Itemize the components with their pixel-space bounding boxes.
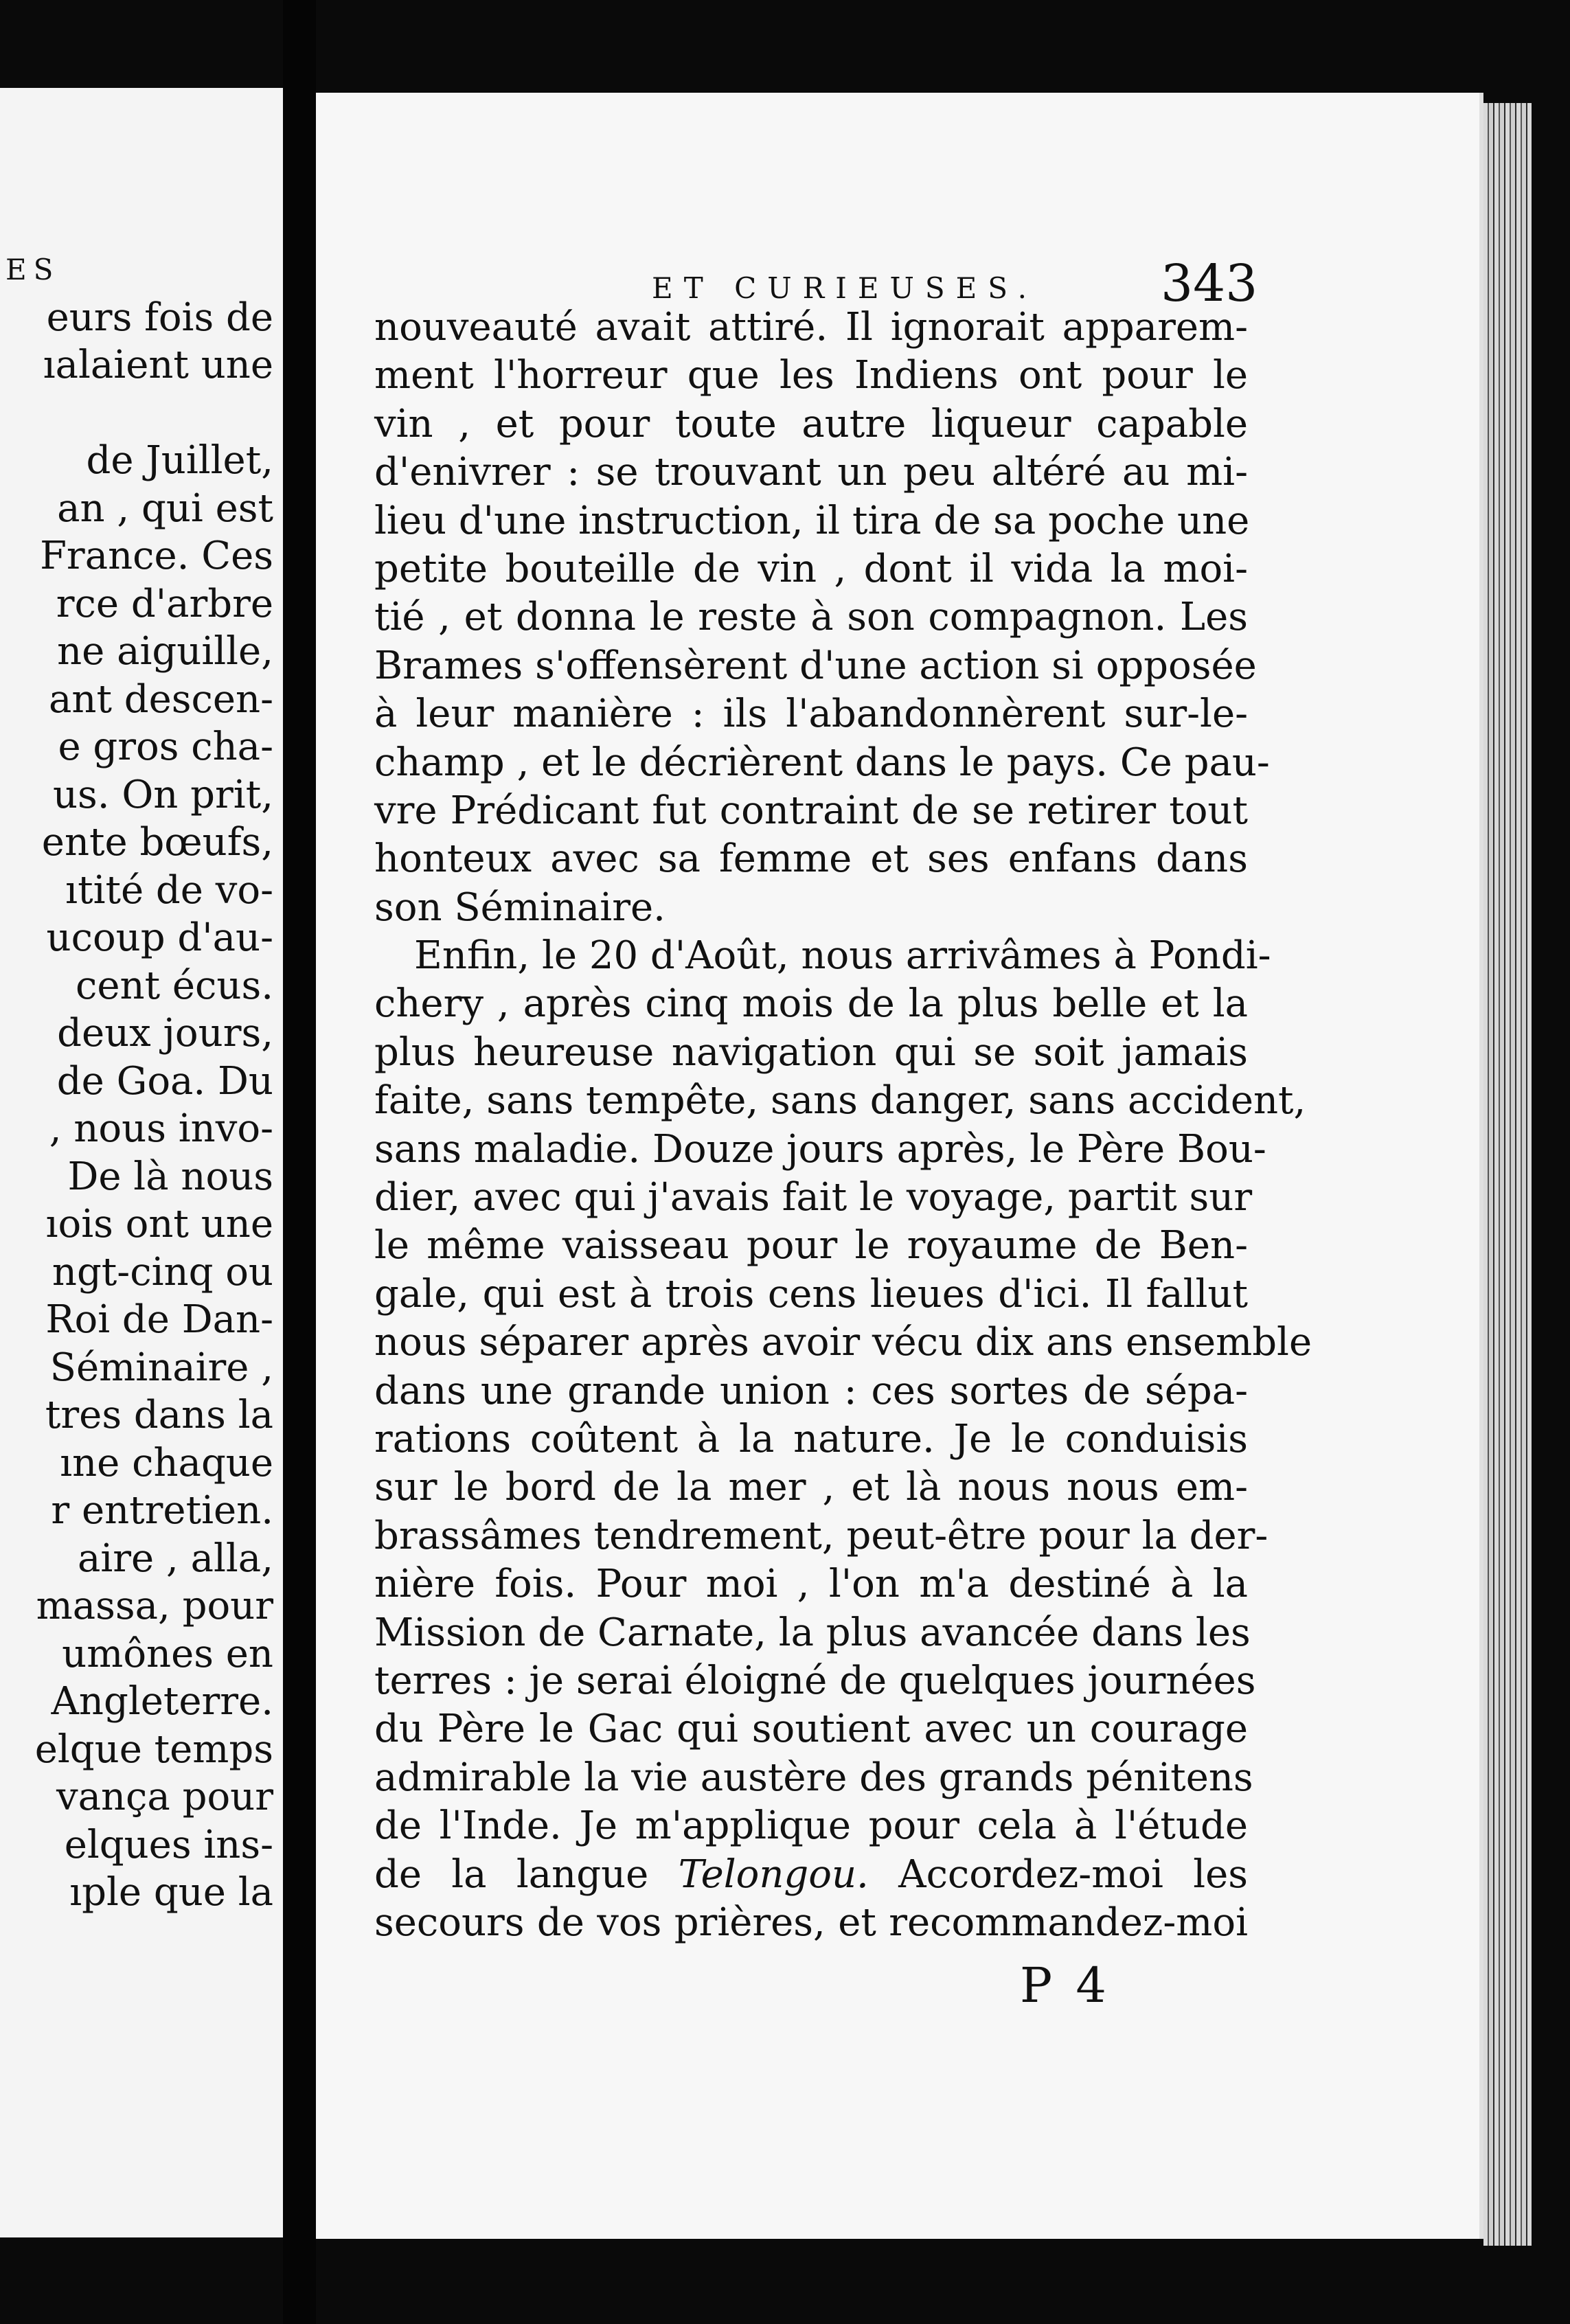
text-line: dier, avec qui j'avais fait le voyage, partit sur bbox=[374, 1175, 1253, 1220]
left-page-line: de Juillet, bbox=[86, 438, 273, 483]
text-line: vre Prédicant fut contraint de se retirer tout bbox=[374, 788, 1248, 833]
text-line: dans une grande union : ces sortes de sépa- bbox=[374, 1368, 1248, 1413]
text-line: rations coûtent à la nature. Je le conduisis bbox=[374, 1416, 1248, 1461]
left-page-line: ne aiguille, bbox=[57, 629, 273, 674]
text-line: son Séminaire. bbox=[374, 885, 665, 930]
left-page-line: Angleterre. bbox=[51, 1679, 273, 1724]
text-line: petite bouteille de vin , dont il vida la moi- bbox=[374, 546, 1248, 591]
text-line bbox=[374, 1851, 1248, 1899]
left-page-line: tres dans la bbox=[45, 1393, 273, 1437]
book-gutter bbox=[283, 0, 316, 2324]
left-page-line: de Goa. Du bbox=[56, 1058, 273, 1104]
text-line: le même vaisseau pour le royaume de Ben- bbox=[374, 1223, 1248, 1268]
left-page-line: us. On prit, bbox=[52, 772, 273, 817]
text-line: ment l'horreur que les Indiens ont pour le bbox=[374, 353, 1248, 398]
text-line: Brames s'offensèrent d'une action si opposée bbox=[374, 643, 1257, 688]
left-page-line: elque temps bbox=[34, 1727, 273, 1772]
left-page-line: ıois ont une bbox=[45, 1202, 273, 1246]
text-line: Enfin, le 20 d'Août, nous arrivâmes à Pondi- bbox=[414, 933, 1271, 979]
italic-word: Telongou. bbox=[678, 1852, 869, 1897]
left-page-fragment bbox=[0, 88, 283, 2237]
text-line: plus heureuse navigation qui se soit jamais bbox=[374, 1029, 1248, 1075]
left-page-line: umônes en bbox=[62, 1631, 273, 1676]
left-page-line: ıalaient une bbox=[43, 343, 273, 387]
left-page-line: vança pour bbox=[56, 1775, 273, 1819]
page-edges bbox=[1483, 103, 1532, 2246]
left-page-line: ucoup d'au- bbox=[46, 915, 273, 960]
text-line: lieu d'une instruction, il tira de sa poche une bbox=[374, 498, 1250, 543]
text-line: gale, qui est à trois cens lieues d'ici. Il fallut bbox=[374, 1271, 1248, 1317]
text-line: champ , et le décrièrent dans le pays. Ce pau- bbox=[374, 740, 1270, 785]
text-line: de l'Inde. Je m'applique pour cela à l'étude bbox=[374, 1803, 1248, 1849]
text-line: honteux avec sa femme et ses enfans dans bbox=[374, 836, 1248, 882]
left-page-line: ıne chaque bbox=[60, 1440, 273, 1485]
text-line: du Père le Gac qui soutient avec un courage bbox=[374, 1707, 1248, 1752]
text-line: à leur manière : ils l'abandonnèrent sur-le- bbox=[374, 692, 1248, 737]
left-page-line: e gros cha- bbox=[58, 725, 273, 769]
left-page-line: massa, pour bbox=[36, 1584, 273, 1628]
left-page-line: ngt-cinq ou bbox=[52, 1249, 273, 1295]
text-line: d'enivrer : se trouvant un peu altéré au mi- bbox=[374, 450, 1248, 495]
left-page-line: ant descen- bbox=[49, 676, 273, 722]
text-line: secours de vos prières, et recommandez-moi bbox=[374, 1900, 1248, 1945]
text-line: nous séparer après avoir vécu dix ans ensemble bbox=[374, 1320, 1312, 1365]
left-page-line: ıple que la bbox=[69, 1870, 273, 1915]
text-line: chery , après cinq mois de la plus belle et la bbox=[374, 981, 1248, 1027]
text-line: tié , et donna le reste à son compagnon. Les bbox=[374, 595, 1248, 640]
left-page-line: deux jours, bbox=[57, 1011, 273, 1056]
left-page-line: aire , alla, bbox=[77, 1536, 273, 1581]
left-page-line: ente bœufs, bbox=[41, 820, 273, 865]
left-page-line: , nous invo- bbox=[49, 1106, 273, 1151]
text-line: Mission de Carnate, la plus avancée dans les bbox=[374, 1610, 1251, 1655]
left-page-line: an , qui est bbox=[57, 486, 273, 531]
left-page-line: r entretien. bbox=[51, 1488, 273, 1533]
text-line: admirable la vie austère des grands pénitens bbox=[374, 1755, 1253, 1800]
page-number: 343 bbox=[1161, 254, 1258, 313]
left-page-line: ıtité de vo- bbox=[65, 867, 273, 913]
text-segment: de la langue bbox=[374, 1852, 679, 1897]
left-page-line: De là nous bbox=[67, 1154, 273, 1199]
left-page-line: elques ins- bbox=[64, 1822, 273, 1867]
text-line: sur le bord de la mer , et là nous nous em- bbox=[374, 1465, 1248, 1510]
left-page-line: cent écus. bbox=[76, 963, 273, 1008]
text-line: terres : je serai éloigné de quelques journées bbox=[374, 1658, 1256, 1703]
text-line: vin , et pour toute autre liqueur capable bbox=[374, 401, 1248, 446]
signature-mark: P 4 bbox=[1020, 1957, 1111, 2014]
text-line: nière fois. Pour moi , l'on m'a destiné à la bbox=[374, 1562, 1248, 1607]
body-text bbox=[374, 304, 1312, 1947]
left-page-line: France. Ces bbox=[40, 534, 273, 578]
text-line: sans maladie. Douze jours après, le Père Bou- bbox=[374, 1126, 1266, 1172]
text-line: brassâmes tendrement, peut-être pour la der- bbox=[374, 1513, 1268, 1558]
text-line: nouveauté avait attiré. Il ignorait apparem- bbox=[374, 305, 1248, 350]
left-page-line: eurs fois de bbox=[46, 295, 273, 340]
text-segment: Accordez-moi les bbox=[868, 1852, 1249, 1897]
text-line: faite, sans tempête, sans danger, sans accident, bbox=[374, 1078, 1306, 1124]
running-head: ET CURIEUSES. bbox=[652, 271, 1038, 305]
left-page-line: rce d'arbre bbox=[56, 581, 273, 626]
left-page-line: Roi de Dan- bbox=[45, 1297, 273, 1342]
left-page-line: ES bbox=[5, 253, 60, 286]
left-page-line: Séminaire , bbox=[49, 1345, 273, 1390]
